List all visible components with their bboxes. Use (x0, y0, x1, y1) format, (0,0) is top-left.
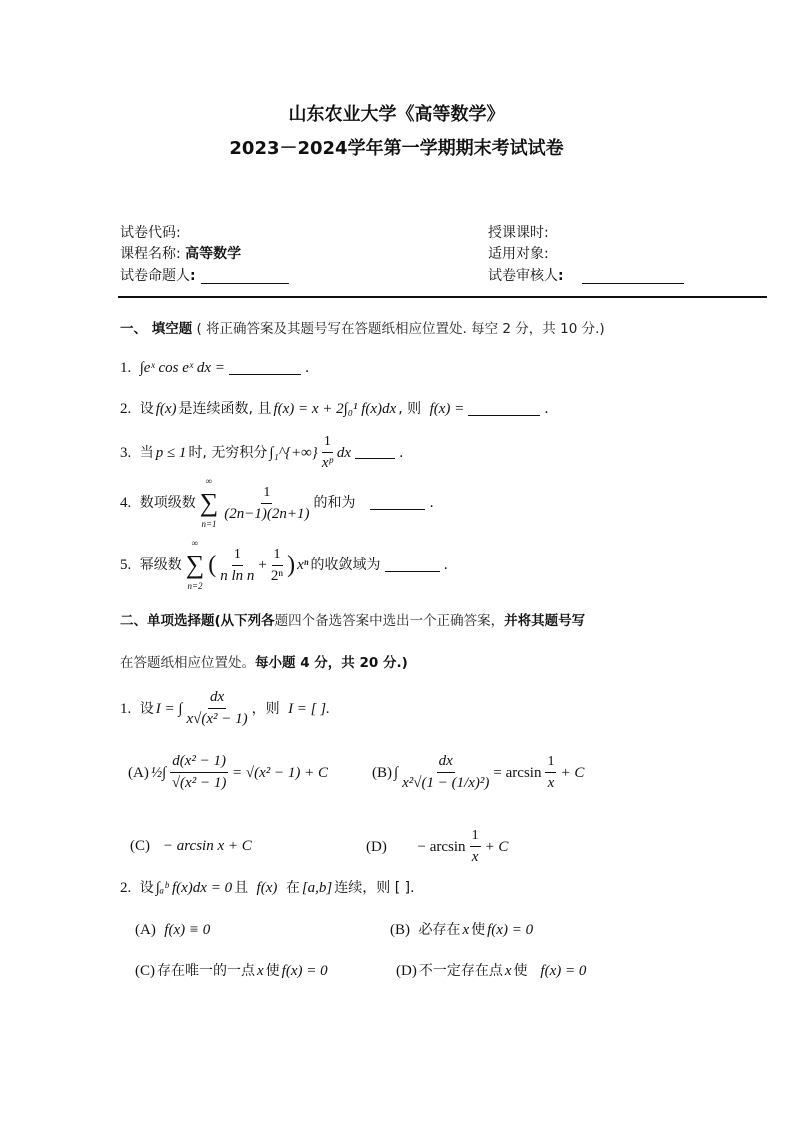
answer-blank (468, 403, 540, 416)
s2-q1-option-a: (A) ½∫ $\frac{\text{d(x² − 1)}}{\text{√(x² − 1)}}$ = √(x² − 1) + C (128, 753, 328, 791)
answer-blank (355, 446, 395, 459)
exam-title: 山东农业大学《高等数学》 (288, 104, 505, 125)
s1-q1: 1. ∫eˣ cos eˣ dx = . (120, 360, 310, 376)
s2-q1-option-d: (D) − arcsin $\frac{1}{x}$ + C (366, 828, 509, 865)
s1-q5: 5. 幂级数 ∞ ∑ n=2 ( $\frac{1}{\text{n ln n}}$ + $\frac{1}{\text{2ⁿ}}$ ) xⁿ 的收敛域为 . (120, 538, 448, 591)
s2-q2-option-b: (B) 必存在 x 使 f(x) = 0 (390, 922, 534, 938)
author-blank (201, 283, 289, 284)
reviewer-blank (582, 283, 684, 284)
answer-blank (229, 362, 301, 375)
s2-q2-option-d: (D) 不一定存在点 x 使 f(x) = 0 (396, 963, 587, 979)
reviewer-row: 试卷审核人: (488, 268, 564, 284)
s2-q1-option-c: (C) − arcsin x + C (130, 838, 252, 854)
q1-expr: ∫eˣ cos eˣ dx = (139, 360, 225, 376)
s1-q4: 4. 数项级数 ∞ ∑ n=1 $\frac{1}{(2n-1)(2n+1)}$ 的和为 . (120, 476, 434, 529)
divider (118, 296, 767, 298)
hours-label: 授课课时: (488, 225, 549, 241)
code-label: 试卷代码: (120, 225, 181, 241)
s2-q2-option-a: (A) f(x) ≡ 0 (135, 922, 211, 938)
answer-blank (385, 559, 440, 572)
author-row: 试卷命题人: (120, 268, 196, 284)
course-row (120, 245, 241, 263)
s1-q2: 2. 设 f(x) 是连续函数, 且 f(x) = x + 2∫₀¹ f(x)dx , 则 f(x) = . (120, 401, 549, 417)
s2-q2: 2. 设 ∫ₐᵇ f(x)dx = 0 且 f(x) 在 [a,b] 连续，则 [ ]. (120, 880, 415, 896)
course-label: 课程名称: (120, 246, 181, 262)
section2-heading-line2: 在答题纸相应位置处。每小题 4 分，共 20 分.) (120, 655, 408, 671)
answer-blank (370, 497, 425, 510)
s2-q1-option-b: (B) ∫ $\frac{dx}{\text{x²√(1 − (1/x)²)}}$ = arcsin $\frac{1}{x}$ + C (372, 753, 585, 791)
s2-q1: 1. 设 I = ∫ $\frac{dx}{\text{x√(x² − 1)}}$ ，则 I = [ ]. (120, 689, 330, 727)
section2-heading: 二、单项选择题(从下列各题四个备选答案中选出一个正确答案，并将其题号写 (120, 613, 586, 629)
s1-q3: 3. 当 p ≤ 1 时, 无穷积分 ∫₁^{+∞} $\frac{1}{\text{xᵖ}}$ dx . (120, 434, 404, 471)
sum-symbol: ∞ ∑ n=2 (185, 538, 205, 591)
sum-symbol: ∞ ∑ n=1 (199, 476, 219, 529)
section1-heading: 一、 填空题 ( 将正确答案及其题号写在答题纸相应位置处. 每空 2 分，共 10 分.) (120, 321, 605, 337)
s2-q2-option-c: (C) 存在唯一的一点 x 使 f(x) = 0 (135, 963, 328, 979)
author-label: 试卷命题人 (120, 268, 190, 284)
reviewer-label: 试卷审核人 (488, 268, 558, 284)
course-value: 高等数学 (185, 246, 242, 262)
exam-subtitle: 2023－2024学年第一学期期末考试试卷 (229, 138, 564, 159)
target-label: 适用对象: (488, 246, 549, 262)
